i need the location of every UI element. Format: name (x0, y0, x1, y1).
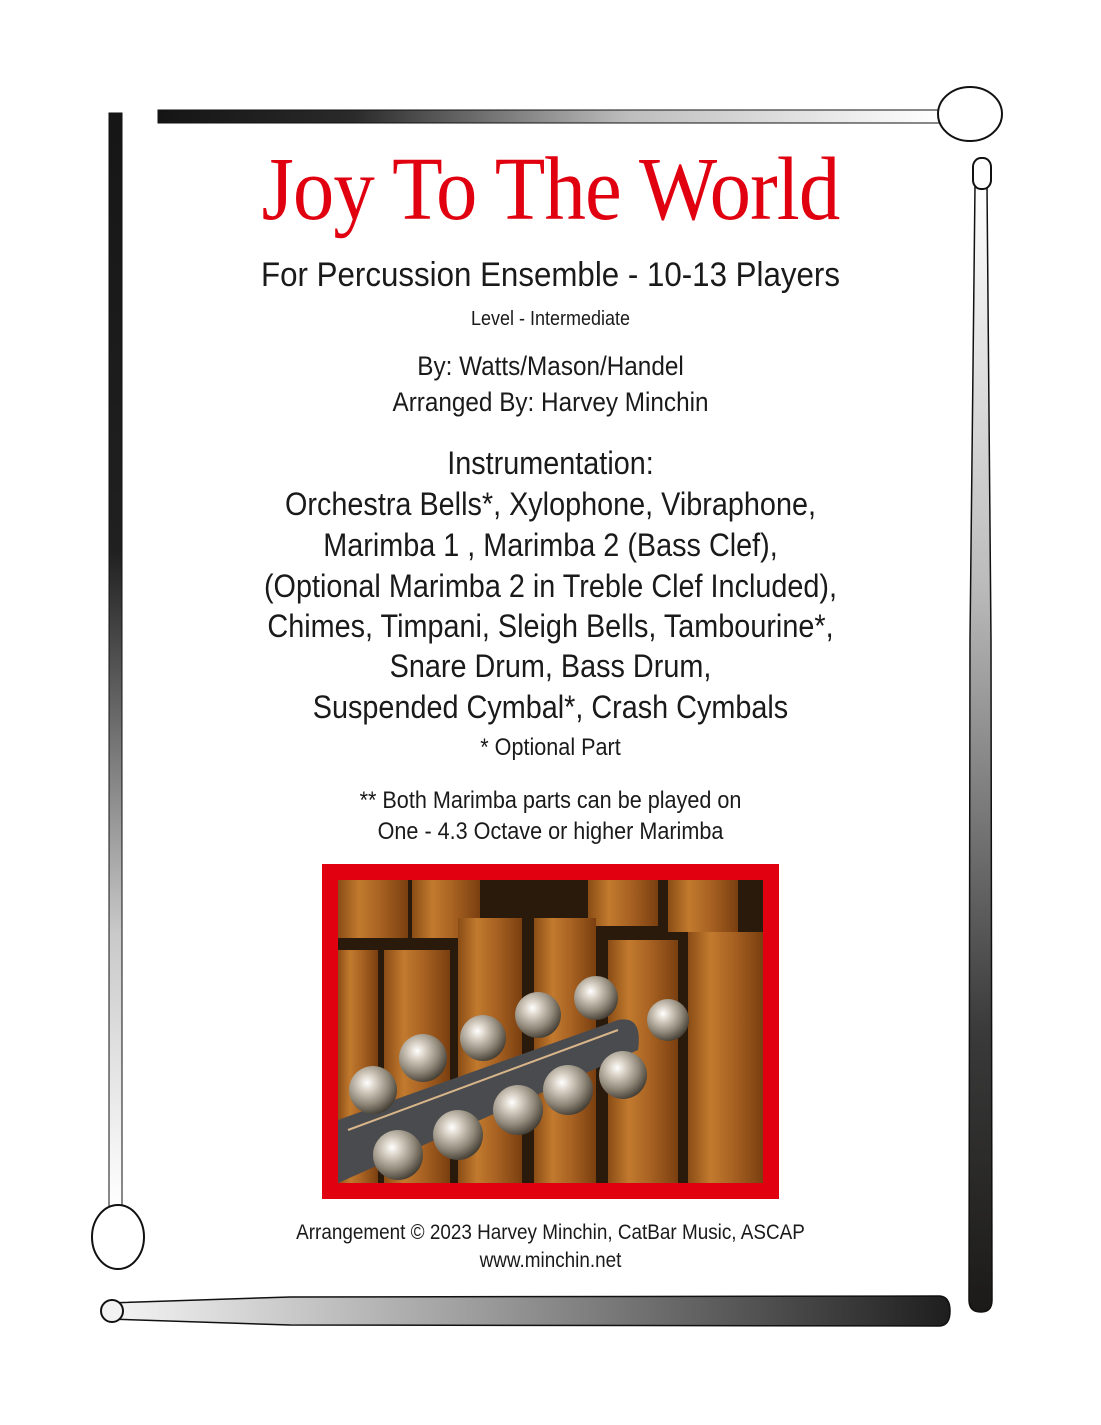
copyright-notice: Arrangement © 2023 Harvey Minchin, CatBar Music, ASCAP (296, 1221, 805, 1244)
composers: By: Watts/Mason/Handel (417, 351, 684, 381)
cover-photo (322, 864, 779, 1199)
instrumentation-heading: Instrumentation: (447, 445, 654, 481)
website-link[interactable]: www.minchin.net (479, 1249, 622, 1272)
instrumentation-line: Chimes, Timpani, Sleigh Bells, Tambourine*, (267, 608, 834, 644)
marimba-note-line1: ** Both Marimba parts can be played on (359, 787, 742, 814)
instrumentation-line: Orchestra Bells*, Xylophone, Vibraphone, (285, 486, 816, 522)
drumstick-bottom-icon (101, 1296, 950, 1326)
sleigh-bells-on-marimba-image (338, 880, 763, 1183)
arranger: Arranged By: Harvey Minchin (392, 387, 709, 417)
instrumentation-line: Suspended Cymbal*, Crash Cymbals (312, 689, 789, 725)
marimba-note-line2: One - 4.3 Octave or higher Marimba (377, 818, 724, 845)
difficulty-level: Level - Intermediate (470, 308, 631, 330)
mallet-top-icon (158, 87, 1002, 141)
instrumentation-line: Marimba 1 , Marimba 2 (Bass Clef), (323, 527, 778, 563)
optional-part-note: * Optional Part (480, 734, 621, 761)
page-title: Joy To The World (261, 140, 840, 239)
subtitle: For Percussion Ensemble - 10-13 Players (261, 256, 840, 294)
instrumentation-line: Snare Drum, Bass Drum, (389, 648, 712, 684)
instrumentation-line: (Optional Marimba 2 in Treble Clef Included), (263, 568, 838, 604)
